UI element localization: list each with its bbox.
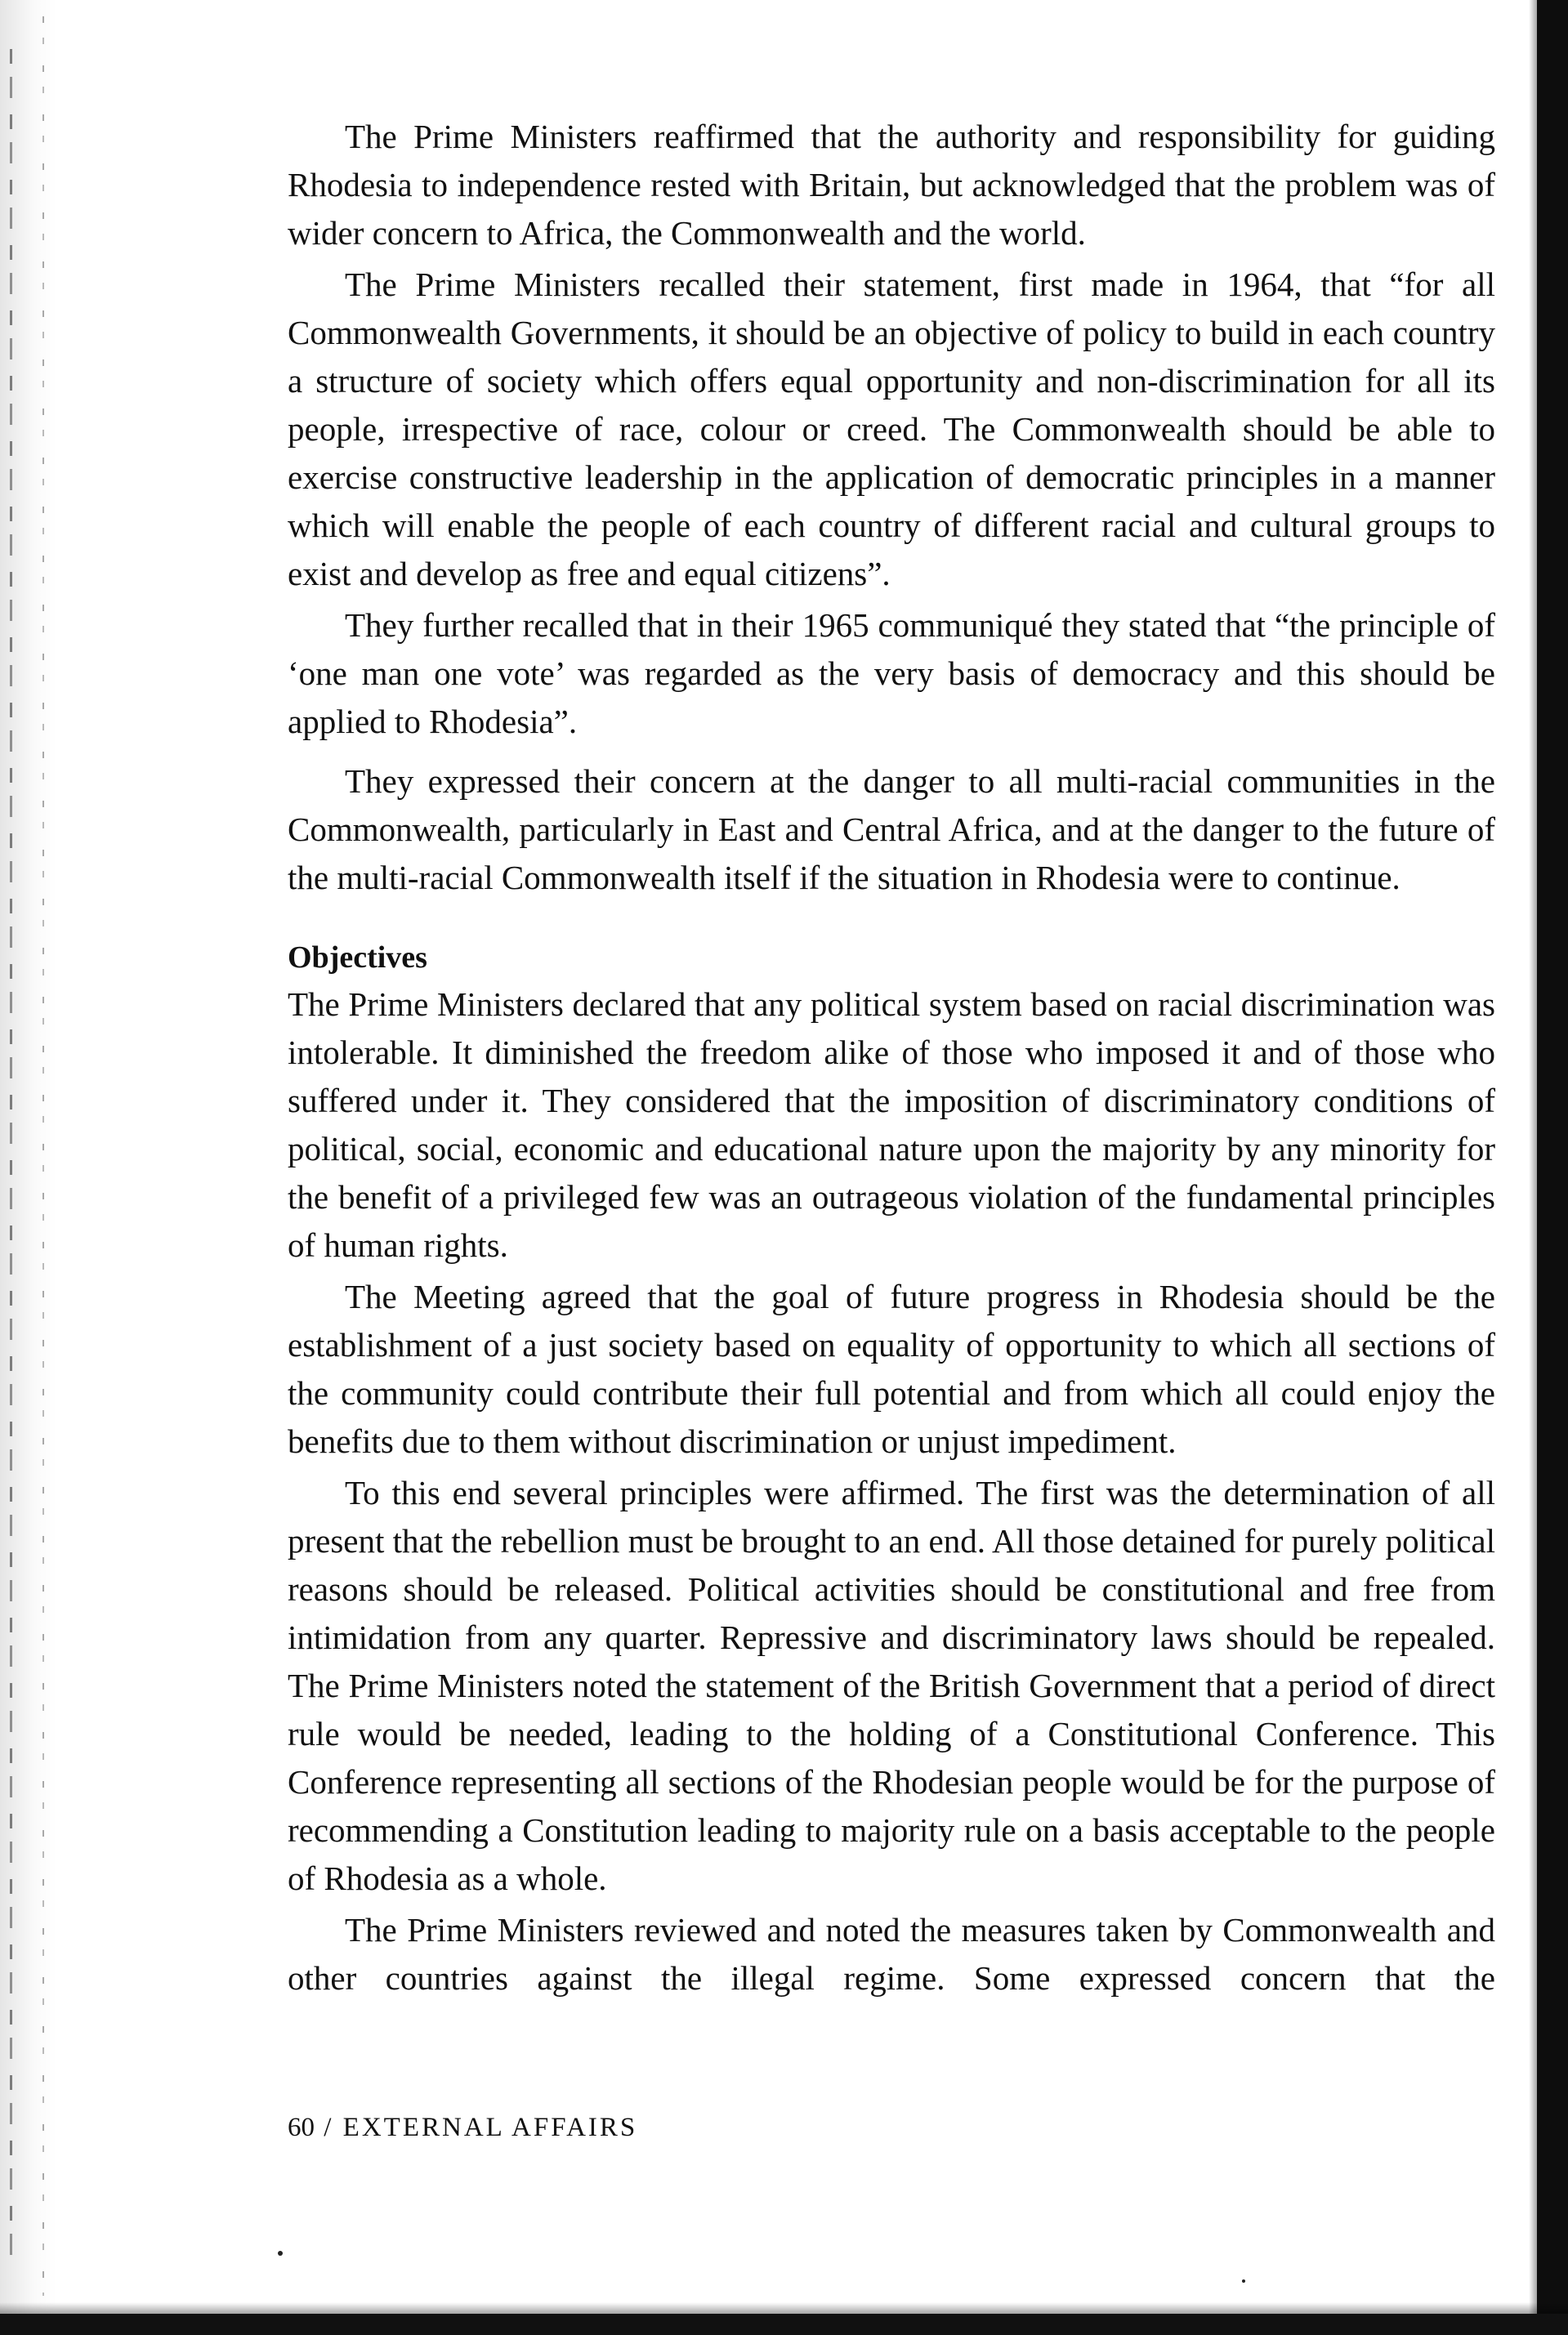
scan-binding-mark: [10, 49, 12, 2271]
paragraph: The Prime Ministers reviewed and noted the measures taken by Commonwealth and other countries against the illegal regime. Some expressed concern that the: [288, 1911, 1495, 1997]
paragraph: To this end several principles were affirmed. The first was the determination of all present that the rebellion must be brought to an end. All those detained for purely political reasons should be released. Political activities should be constitutional and free from intimidation from any quarter. Repressive and discriminatory laws should be repealed. The Prime Ministers noted the statement of the British Government that a period of direct rule would be needed, leading to the holding of a Constitutional Conference. This Conference representing all sections of the Rhodesian people would be for the purpose of recommending a Constitution leading to majority rule on a basis acceptable to the people of Rhodesia as a whole.: [288, 1474, 1495, 1897]
paragraph: They expressed their concern at the danger to all multi-racial communities in the Commonwealth, particularly in East and Central Africa, and at the danger to the future of the multi-racial Commonwealth itself if the situation in Rhodesia were to continue.: [288, 762, 1495, 896]
publication-title: EXTERNAL AFFAIRS: [342, 2113, 638, 2142]
scan-speck: [278, 2251, 283, 2256]
page-footer: [288, 2113, 637, 2143]
scan-right-border: [1537, 0, 1568, 2335]
paragraph: They further recalled that in their 1965 communiqué they stated that “the principle of ‘one man one vote’ was regarded as the very basis of democracy and this should be applied to Rhodesia”.: [288, 606, 1495, 740]
footer-separator: /: [324, 2113, 334, 2142]
scan-bottom-shadow: [0, 2302, 1568, 2314]
paragraph: The Prime Ministers declared that any political system based on racial discrimination was intolerable. It diminished the freedom alike of those who imposed it and of those who suffered under it. They considered that the imposition of discriminatory conditions of political, social, economic and educational nature upon the majority by any minority for the benefit of a privileged few was an outrageous violation of the fundamental principles of human rights.: [288, 985, 1495, 1264]
page-number: 60: [288, 2113, 315, 2142]
scan-speck: [1242, 2279, 1245, 2283]
document-body: [288, 113, 1495, 2006]
scan-right-shadow: [1529, 0, 1537, 2335]
paragraph: The Prime Ministers reaffirmed that the authority and responsibility for guiding Rhodesia to independence rested with Britain, but acknowledged that the problem was of wider concern to Africa, the Commonwealth and the world.: [288, 118, 1495, 252]
section-heading: Objectives: [288, 940, 427, 975]
paragraph: The Prime Ministers recalled their statement, first made in 1964, that “for all Commonwealth Governments, it should be an objective of policy to build in each country a structure of society which offers equal opportunity and non-discrimination for all its people, irrespective of race, colour or creed. The Commonwealth should be able to exercise constructive leadership in the application of democratic principles in a manner which will enable the people of each country of different racial and cultural groups to exist and develop as free and equal citizens”.: [288, 266, 1495, 592]
paragraph: The Meeting agreed that the goal of future progress in Rhodesia should be the establishment of a just society based on equality of opportunity to which all sections of the community could contribute their full potential and from which all could enjoy the benefits due to them without discrimination or unjust impediment.: [288, 1278, 1495, 1460]
scan-binding-mark: [42, 16, 44, 2296]
scan-left-shadow: [0, 0, 57, 2335]
scan-bottom-border: [0, 2314, 1568, 2335]
